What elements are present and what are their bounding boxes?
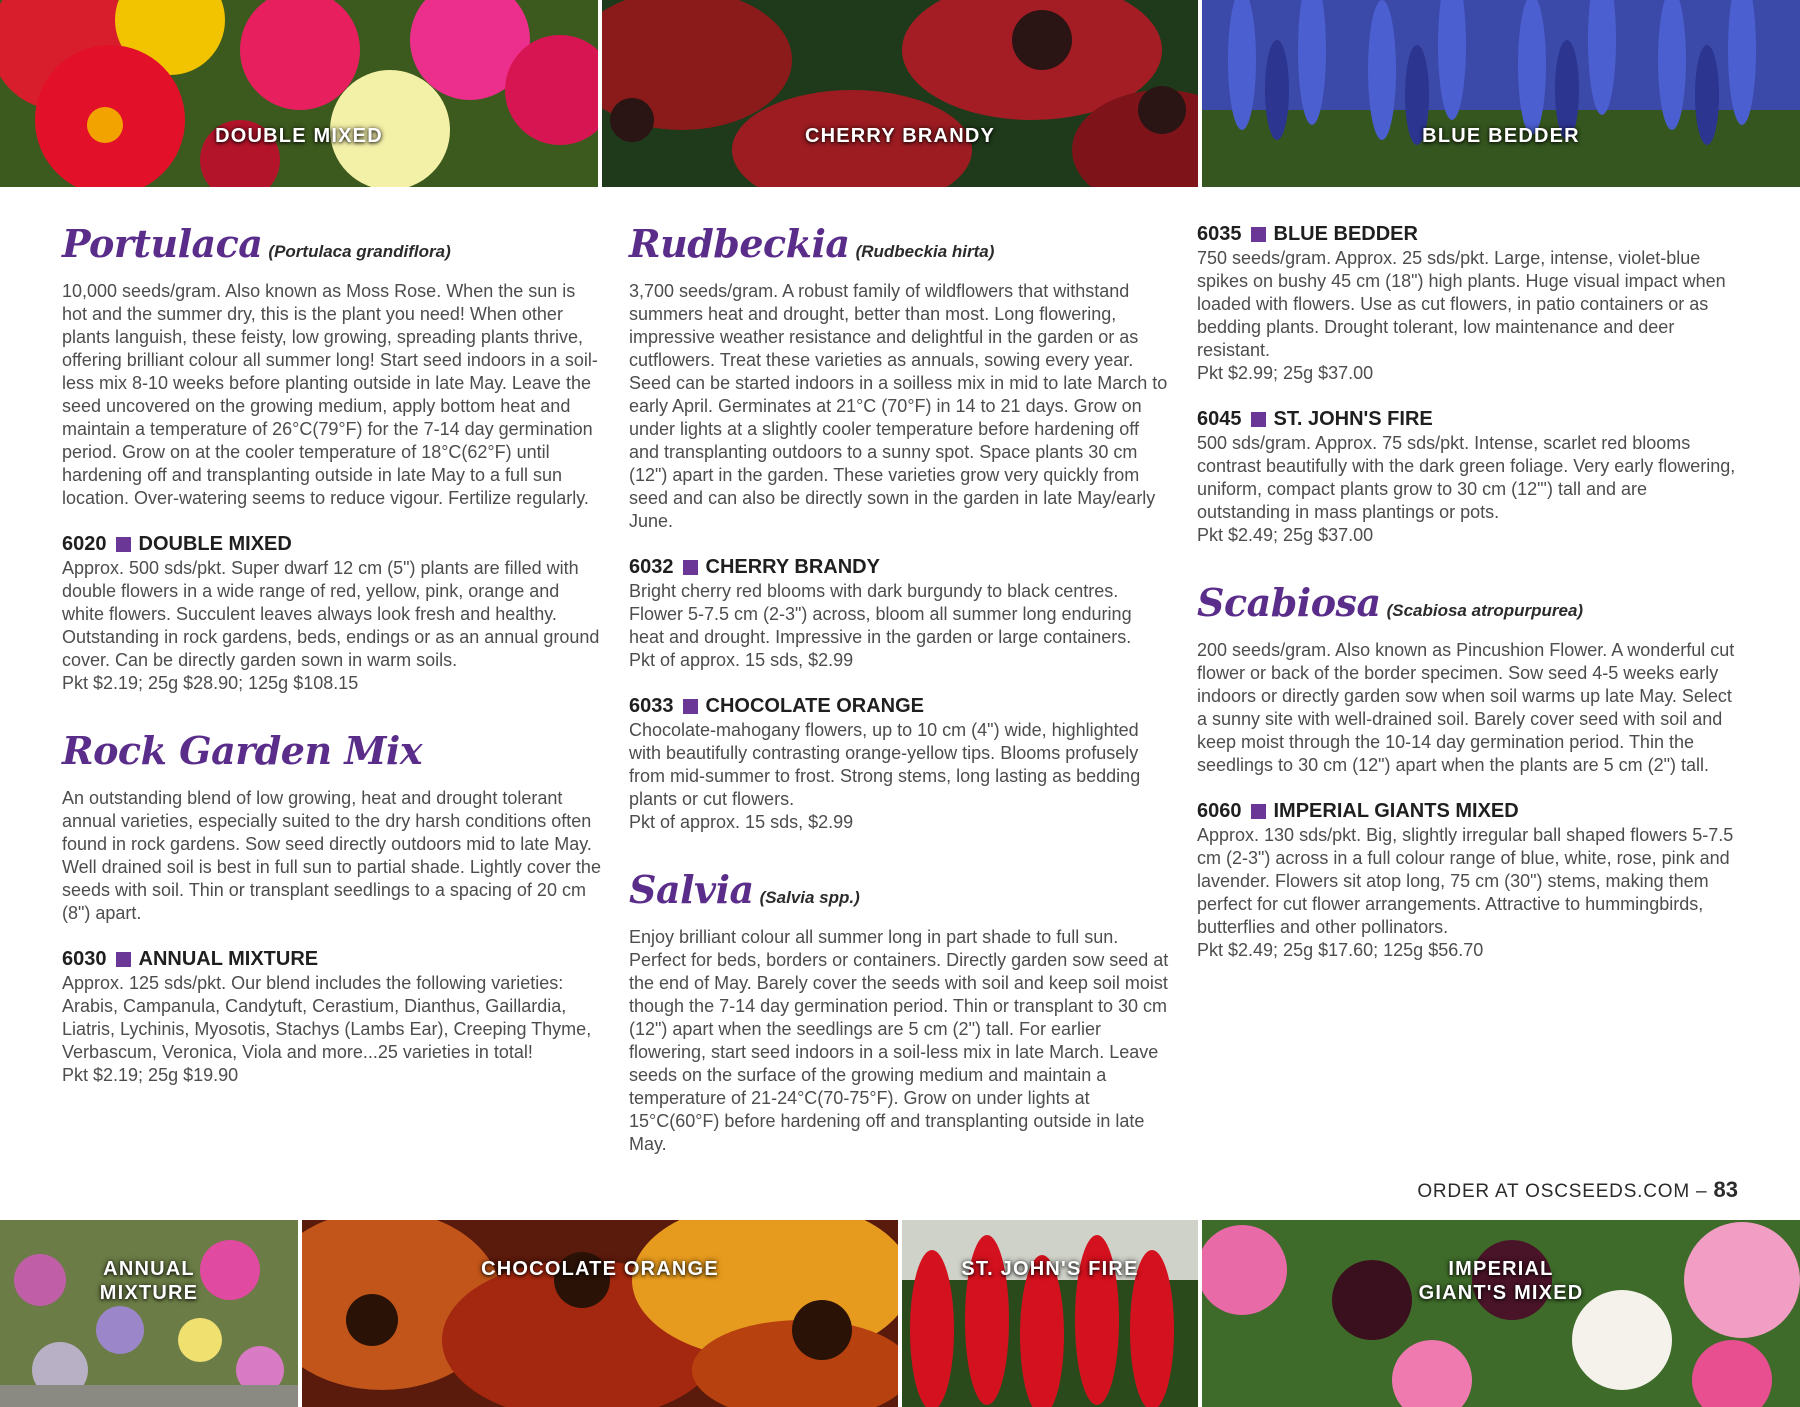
product-entry: [62, 532, 602, 695]
latin-name: (Portulaca grandiflora): [268, 242, 451, 261]
product-heading: [1197, 222, 1742, 246]
product-entry: [1197, 407, 1742, 547]
product-title: ANNUAL MIXTURE: [138, 948, 319, 970]
scabiosa-flowers-photo: [1202, 1220, 1800, 1407]
rudbeckia-heading: [629, 222, 1169, 274]
product-description: Chocolate-mahogany flowers, up to 10 cm (4") wide, highlighted with beautifully contrasting orange-yellow tips. Blooms profusely from mid-summer to frost. Strong stems, long lasting as bedding plants or cut flowers.: [629, 720, 1141, 809]
salvia-description: Enjoy brilliant colour all summer long in part shade to full sun. Perfect for beds, borders or containers. Directly garden sow seed at the end of May. Barely cover the seeds with soil and keep soil moist though the 7-14 day germination period. Thin or transplant to 30 cm (12") apart when the seedlings are 5 cm (2") tall. For earlier flowering, start seed indoors in a soil-less mix in late March. Leave seeds on the surface of the growing medium and maintain a temperature of 21-24°C(70-75°F). Grow on under lights at 15°C(60°F) before hardening off and transplanting outside in late May.: [629, 927, 1169, 1154]
product-entry: [1197, 799, 1742, 962]
product-price: Pkt $2.19; 25g $28.90; 125g $108.15: [62, 673, 359, 693]
page-number: 83: [1713, 1177, 1738, 1202]
product-entry: [629, 694, 1169, 834]
product-price: Pkt $2.99; 25g $37.00: [1197, 363, 1374, 383]
column-3: [1197, 222, 1742, 984]
square-bullet-icon: [116, 952, 131, 967]
square-bullet-icon: [1251, 227, 1266, 242]
product-description: Approx. 125 sds/pkt. Our blend includes the following varieties: Arabis, Campanula, Candytuft, Cerastium, Dianthus, Gaillardia, Liatris, Lychinis, Myosotis, Stachys (Lambs Ear), Creeping Thyme, Verbascum, Veronica, Viola and more...25 varieties in total!: [62, 973, 592, 1062]
portulaca-heading: [62, 222, 602, 274]
rudbeckia-description: 3,700 seeds/gram. A robust family of wildflowers that withstand summers heat and drought, better than most. Long flowering, impressive weather resistance and delightful in the garden or as cutflowers. Treat these varieties as annuals, sowing every year. Seed can be started indoors in a soilless mix in mid to late March to early April. Germinates at 21°C (70°F) in 14 to 21 days. Grow on under lights at a slightly cooler temperature before hardening off and transplanting outdoors to a sunny spot. Space plants 30 cm (12") apart in the garden. These varieties grow very quickly from seed and can also be directly sown in the garden in late May/early June.: [629, 281, 1168, 531]
product-title: DOUBLE MIXED: [138, 533, 292, 555]
photo-label-line: ANNUAL: [103, 1258, 195, 1280]
photo-label: ST. JOHN'S FIRE: [961, 1258, 1139, 1280]
product-heading: [1197, 799, 1742, 823]
salvia-heading: [629, 868, 1169, 920]
column-2: [629, 222, 1169, 1156]
product-heading: [62, 532, 602, 556]
scabiosa-heading: [1197, 581, 1742, 633]
species-name: Rock Garden Mix: [62, 728, 422, 773]
product-title: IMPERIAL GIANTS MIXED: [1273, 800, 1519, 822]
latin-name: (Scabiosa atropurpurea): [1386, 601, 1584, 620]
square-bullet-icon: [1251, 412, 1266, 427]
species-name: Rudbeckia: [629, 221, 850, 266]
photo-label-line: MIXTURE: [99, 1282, 199, 1304]
product-price: Pkt $2.49; 25g $37.00: [1197, 525, 1374, 545]
product-price: Pkt $2.49; 25g $17.60; 125g $56.70: [1197, 940, 1484, 960]
product-heading: [1197, 407, 1742, 431]
square-bullet-icon: [1251, 804, 1266, 819]
rock-garden-description: An outstanding blend of low growing, heat and drought tolerant annual varieties, especially suited to the dry harsh conditions often found in rock gardens. Sow seed directly outdoors mid to late May. Well drained soil is best in full sun to partial shade. Lightly cover the seeds with soil. Thin or transplant seedlings to a spacing of 20 cm (8") apart.: [62, 788, 601, 923]
product-title: CHERRY BRANDY: [705, 556, 880, 578]
product-code: 6060: [1197, 800, 1242, 822]
product-heading: [62, 947, 602, 971]
species-name: Scabiosa: [1197, 580, 1381, 625]
salvia-flowers-photo: [1202, 0, 1800, 187]
product-description: Approx. 500 sds/pkt. Super dwarf 12 cm (5") plants are filled with double flowers in a wide range of red, yellow, pink, orange and white flowers. Succulent leaves always look fresh and healthy. Outstanding in rock gardens, beds, endings or as an annual ground cover. Can be directly garden sown in warm soils.: [62, 558, 600, 670]
product-description: 750 seeds/gram. Approx. 25 sds/pkt. Large, intense, violet-blue spikes on bushy 45 cm (18") high plants. Huge visual impact when loaded with flowers. Use as cut flowers, in patio containers or as bedding plants. Drought tolerant, low maintenance and deer resistant.: [1197, 248, 1726, 360]
product-title: CHOCOLATE ORANGE: [705, 695, 925, 717]
photo-label-line: GIANT'S MIXED: [1418, 1282, 1584, 1304]
product-code: 6035: [1197, 223, 1242, 245]
photo-label: CHOCOLATE ORANGE: [481, 1258, 719, 1280]
photo-label: BLUE BEDDER: [1422, 125, 1580, 147]
latin-name: (Salvia spp.): [759, 888, 860, 907]
portulaca-description: 10,000 seeds/gram. Also known as Moss Rose. When the sun is hot and the summer dry, this is the plant you need! When other plants languish, these feisty, low growing, spreading plants thrive, offering brilliant colour all summer long! Start seed indoors in a soil-less mix 8-10 weeks before planting outside in late May. Leave the seed uncovered on the growing medium, apply bottom heat and maintain a temperature of 26°C(79°F) for the 7-14 day germination period. Grow on at the cooler temperature of 18°C(62°F) until hardening off and transplanting outside in late May to a full sun location. Over-watering seems to reduce vigour. Fertilize regularly.: [62, 281, 598, 508]
product-description: Approx. 130 sds/pkt. Big, slightly irregular ball shaped flowers 5-7.5 cm (2-3") across in a full colour range of blue, white, rose, pink and lavender. Flowers sit atop long, 75 cm (30") stems, making them perfect for cut flower arrangements. Attractive to hummingbirds, butterflies and other pollinators.: [1197, 825, 1734, 937]
page-footer: [1417, 1177, 1738, 1203]
red-salvia-photo: [902, 1220, 1198, 1407]
product-code: 6020: [62, 533, 107, 555]
photo-label-line: IMPERIAL: [1448, 1258, 1554, 1280]
rock-garden-heading: [62, 729, 602, 781]
product-price: Pkt $2.19; 25g $19.90: [62, 1065, 239, 1085]
product-entry: [1197, 222, 1742, 385]
photo-label: [0, 1257, 298, 1305]
product-code: 6033: [629, 695, 674, 717]
product-entry: [629, 555, 1169, 672]
rudbeckia-flowers-photo: [602, 0, 1198, 187]
bottom-photo-strip: [0, 1220, 1800, 1407]
product-code: 6032: [629, 556, 674, 578]
product-title: BLUE BEDDER: [1273, 223, 1418, 245]
product-description: Bright cherry red blooms with dark burgundy to black centres. Flower 5-7.5 cm (2-3") across, bloom all summer long enduring heat and drought. Impressive in the garden or large containers.: [629, 581, 1132, 647]
product-price: Pkt of approx. 15 sds, $2.99: [629, 812, 854, 832]
rudbeckia-orange-photo: [302, 1220, 898, 1407]
photo-label: CHERRY BRANDY: [804, 125, 996, 147]
square-bullet-icon: [683, 560, 698, 575]
order-link-text[interactable]: ORDER AT OSCSEEDS.COM –: [1417, 1181, 1708, 1202]
square-bullet-icon: [683, 699, 698, 714]
product-code: 6030: [62, 948, 107, 970]
square-bullet-icon: [116, 537, 131, 552]
column-1: [62, 222, 602, 1109]
scabiosa-description: 200 seeds/gram. Also known as Pincushion Flower. A wonderful cut flower or back of the border specimen. Sow seed 4-5 weeks early indoors or directly garden sow when soil warms up late May. Select a sunny site with well-drained soil. Barely cover seed with soil and keep moist through the 10-14 day germination period. Thin the seedlings to 30 cm (12") apart when the plants are 5 cm (2") tall.: [1197, 640, 1735, 775]
product-heading: [629, 555, 1169, 579]
rock-garden-flowers-photo: [0, 1220, 298, 1407]
product-title: ST. JOHN'S FIRE: [1273, 408, 1433, 430]
top-photo-strip: [0, 0, 1800, 187]
product-entry: [62, 947, 602, 1087]
latin-name: (Rudbeckia hirta): [855, 242, 995, 261]
species-name: Salvia: [629, 867, 754, 912]
species-name: Portulaca: [62, 221, 263, 266]
portulaca-flowers-photo: [0, 0, 598, 187]
product-price: Pkt of approx. 15 sds, $2.99: [629, 650, 854, 670]
product-code: 6045: [1197, 408, 1242, 430]
product-description: 500 sds/gram. Approx. 75 sds/pkt. Intense, scarlet red blooms contrast beautifully with the dark green foliage. Very early flowering, uniform, compact plants grow to 30 cm (12"') tall and are outstanding in mass plantings or pots.: [1197, 433, 1736, 522]
product-heading: [629, 694, 1169, 718]
photo-label: [1202, 1257, 1800, 1305]
photo-label: DOUBLE MIXED: [215, 125, 383, 147]
